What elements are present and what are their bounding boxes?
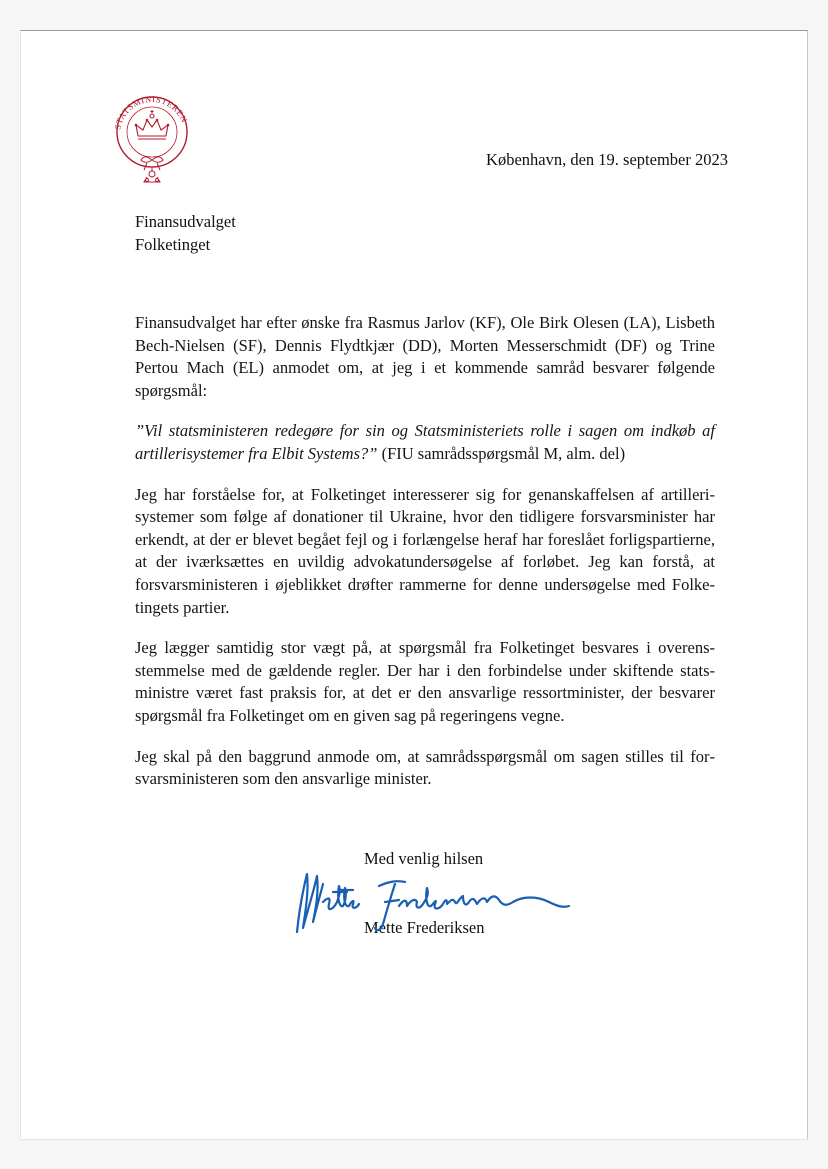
paragraph-3: Jeg lægger samtidig stor vægt på, at spørgsmål fra Folketinget besvares i overensstemmelse med de gældende regler. Der har i den forbindelse under skiftende statsministre været fast praksis for, at det er den ansvarlige ressortminister, der besvarer spørgsmål fra Folketinget om en given sag på regeringens vegne.	[135, 638, 715, 725]
statsministeren-seal	[111, 92, 193, 188]
letter-page	[20, 30, 808, 1140]
paragraph-2: Jeg har forståelse for, at Folketinget interesserer sig for genanskaffelsen af artillerisystemer som følge af donationer til Ukraine, hvor den tidligere forsvarsminister har erkendt, at der er blevet begået fejl og i forlængelse heraf har foreslået forligspartierne, at der iværksættes en uvildig advokatundersøgelse af forløbet. Jeg kan forstå, at forsvarsministeren i øjeblikket drøfter rammerne for denne undersøgelse med Folketingets partier.	[135, 484, 715, 617]
question-text: ”Vil statsministeren redegøre for sin og Statsministeriets rolle i sagen om indkøb af artillerisystemer fra Elbit Systems?”	[135, 421, 715, 463]
signatory-name: Mette Frederiksen	[364, 918, 485, 937]
seal-text: STATSMINISTEREN	[112, 93, 190, 131]
recipient-block	[135, 210, 236, 256]
letter-date: København, den 19. september 2023	[486, 150, 728, 169]
closing-salutation: Med venlig hilsen	[364, 849, 484, 868]
paragraph-1: Finansudvalget har efter ønske fra Rasmus Jarlov (KF), Ole Birk Olesen (LA), Lisbeth Bech-Nielsen (SF), Dennis Flydtkjær (DD), Morten Messerschmidt (DF) og Trine Pertou Mach (EL) anmodet om, at jeg i et kommende samråd besvarer følgende spørgsmål:	[135, 313, 715, 400]
question-reference: (FIU samrådsspørgsmål M, alm. del)	[377, 443, 626, 463]
recipient-line-2: Folketinget	[135, 235, 211, 254]
handwritten-signature	[287, 862, 587, 942]
recipient-line-1: Finansudvalget	[135, 212, 236, 231]
letter-body	[135, 312, 715, 809]
question-paragraph	[135, 420, 715, 465]
paragraph-4: Jeg skal på den baggrund anmode om, at samrådsspørgsmål om sagen stilles til forsvarsministeren som den ansvarlige minister.	[135, 746, 715, 789]
